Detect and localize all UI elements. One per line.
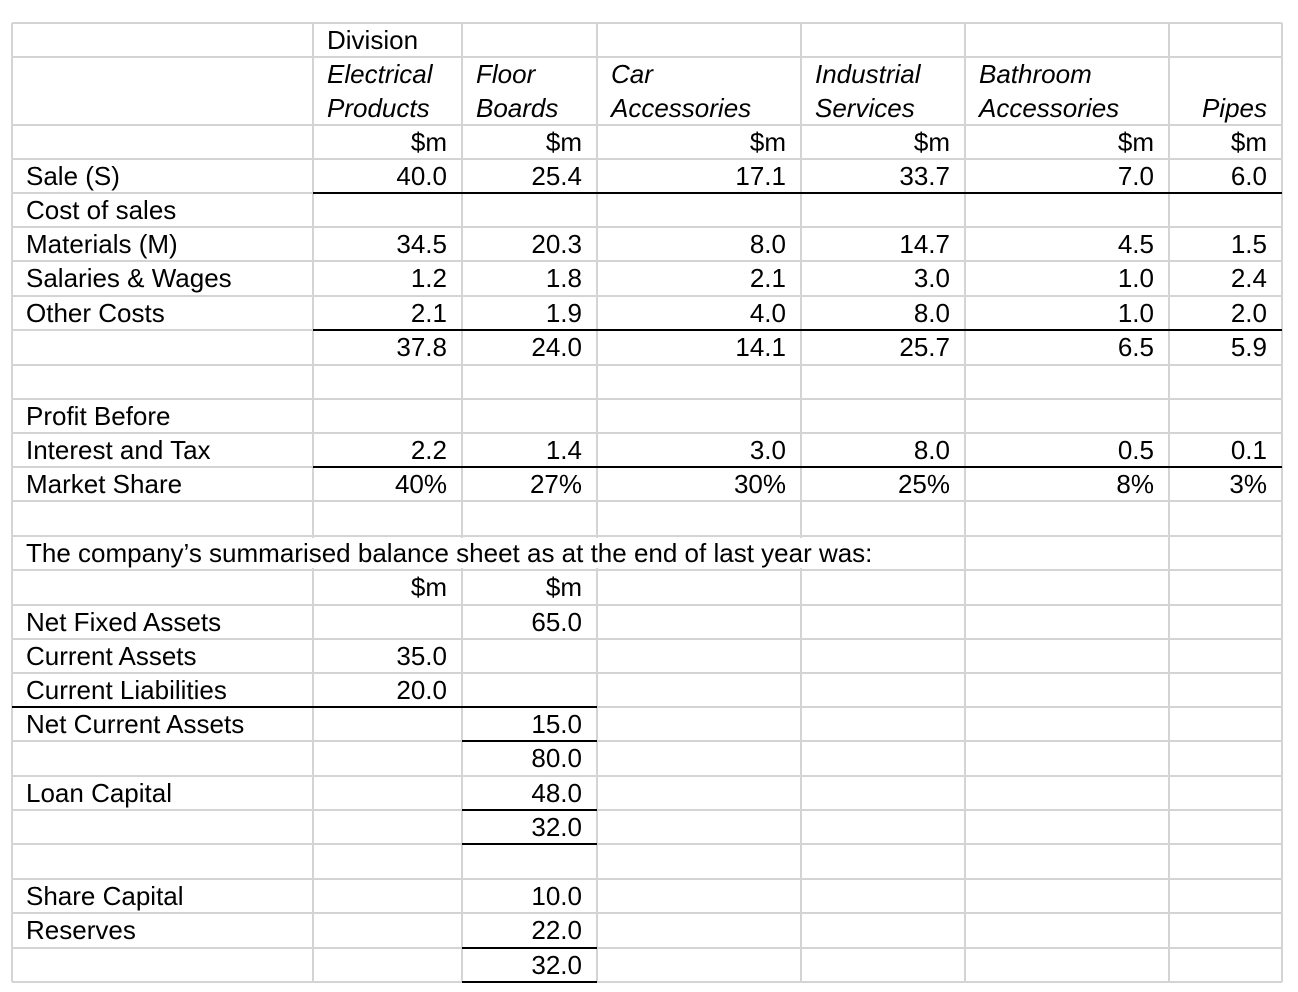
division-name-line2[interactable]: Boards <box>476 93 559 123</box>
pbit-value[interactable]: 0.1 <box>1230 435 1267 465</box>
unit-label[interactable]: $m <box>1230 127 1267 157</box>
row-label-other[interactable]: Other Costs <box>26 298 165 328</box>
value-subtotal[interactable]: 80.0 <box>531 743 582 773</box>
row-label-salaries[interactable]: Salaries & Wages <box>26 263 232 293</box>
total-costs-value[interactable]: 37.8 <box>396 332 447 362</box>
value-current-liabilities[interactable]: 20.0 <box>396 675 447 705</box>
label-net-fixed-assets[interactable]: Net Fixed Assets <box>26 607 222 637</box>
value-current-assets[interactable]: 35.0 <box>396 641 447 671</box>
division-name-line2[interactable]: Products <box>327 93 430 123</box>
materials-value[interactable]: 8.0 <box>749 229 786 259</box>
other-value[interactable]: 2.0 <box>1230 298 1267 328</box>
salaries-value[interactable]: 2.1 <box>749 263 786 293</box>
pbit-value[interactable]: 2.2 <box>410 435 447 465</box>
balance-sheet-intro[interactable]: The company’s summarised balance sheet as at the end of last year was: <box>26 538 873 568</box>
pbit-value[interactable]: 0.5 <box>1117 435 1154 465</box>
underline-above-subtotal <box>462 740 597 742</box>
underline-above-market-share <box>313 466 1282 468</box>
underline-above-net-total <box>462 809 597 811</box>
pbit-value[interactable]: 3.0 <box>749 435 786 465</box>
salaries-value[interactable]: 3.0 <box>913 263 950 293</box>
grid-hline-23 <box>12 843 1282 845</box>
materials-value[interactable]: 14.7 <box>899 229 950 259</box>
market-share-value[interactable]: 27% <box>529 469 582 499</box>
division-name-line2[interactable]: Accessories <box>979 93 1120 123</box>
grid-hline-9 <box>12 364 1282 366</box>
salaries-value[interactable]: 1.8 <box>545 263 582 293</box>
value-reserves[interactable]: 22.0 <box>531 915 582 945</box>
division-name-line1[interactable]: Car <box>611 59 653 89</box>
underline-below-equity-total <box>462 981 597 983</box>
materials-value[interactable]: 34.5 <box>396 229 447 259</box>
underline-under-units <box>313 192 1282 194</box>
total-costs-value[interactable]: 5.9 <box>1230 332 1267 362</box>
row-label-pbit[interactable]: Interest and Tax <box>26 435 211 465</box>
sales-value[interactable]: 17.1 <box>735 161 786 191</box>
underline-below-net-total <box>462 843 597 845</box>
other-value[interactable]: 2.1 <box>410 298 447 328</box>
label-reserves[interactable]: Reserves <box>26 915 136 945</box>
unit-label[interactable]: $m <box>913 127 950 157</box>
materials-value[interactable]: 1.5 <box>1230 229 1267 259</box>
row-label-market-share[interactable]: Market Share <box>26 469 183 499</box>
unit-label[interactable]: $m <box>749 127 786 157</box>
row-label-cost-of-sales[interactable]: Cost of sales <box>26 195 177 225</box>
balance-unit-1[interactable]: $m <box>410 572 447 602</box>
market-share-value[interactable]: 30% <box>733 469 786 499</box>
sales-value[interactable]: 7.0 <box>1117 161 1154 191</box>
market-share-value[interactable]: 25% <box>897 469 950 499</box>
division-name-line1[interactable]: Industrial <box>815 59 921 89</box>
sales-value[interactable]: 40.0 <box>396 161 447 191</box>
market-share-value[interactable]: 40% <box>394 469 447 499</box>
division-name-line1[interactable]: Bathroom <box>979 59 1092 89</box>
total-costs-value[interactable]: 6.5 <box>1117 332 1154 362</box>
grid-hline-0 <box>12 22 1282 24</box>
row-label-materials[interactable]: Materials (M) <box>26 229 178 259</box>
salaries-value[interactable]: 2.4 <box>1230 263 1267 293</box>
row-label-pbit-1[interactable]: Profit Before <box>26 401 171 431</box>
sales-value[interactable]: 25.4 <box>531 161 582 191</box>
total-costs-value[interactable]: 24.0 <box>531 332 582 362</box>
label-net-current-assets[interactable]: Net Current Assets <box>26 709 245 739</box>
label-share-capital[interactable]: Share Capital <box>26 881 184 911</box>
underline-below-current-liabilities <box>12 706 462 708</box>
division-name-line2[interactable]: Services <box>815 93 915 123</box>
label-current-liabilities[interactable]: Current Liabilities <box>26 675 227 705</box>
underline-above-net-current-assets <box>462 706 597 708</box>
division-name-line2[interactable]: Accessories <box>611 93 752 123</box>
materials-value[interactable]: 4.5 <box>1117 229 1154 259</box>
unit-label[interactable]: $m <box>410 127 447 157</box>
underline-above-equity-total <box>462 947 597 949</box>
total-costs-value[interactable]: 25.7 <box>899 332 950 362</box>
label-current-assets[interactable]: Current Assets <box>26 641 197 671</box>
value-net-total[interactable]: 32.0 <box>531 812 582 842</box>
pbit-value[interactable]: 8.0 <box>913 435 950 465</box>
grid-hline-27 <box>12 981 1282 983</box>
division-name-line2[interactable]: Pipes <box>1201 93 1267 123</box>
market-share-value[interactable]: 8% <box>1116 469 1154 499</box>
value-loan-capital[interactable]: 48.0 <box>531 778 582 808</box>
market-share-value[interactable]: 3% <box>1229 469 1267 499</box>
value-net-current-assets[interactable]: 15.0 <box>531 709 582 739</box>
division-name-line1[interactable]: Electrical <box>327 59 433 89</box>
grid-hline-26 <box>12 947 1282 949</box>
division-name-line1[interactable]: Floor <box>476 59 536 89</box>
sales-value[interactable]: 6.0 <box>1230 161 1267 191</box>
salaries-value[interactable]: 1.0 <box>1117 263 1154 293</box>
label-loan-capital[interactable]: Loan Capital <box>26 778 172 808</box>
other-value[interactable]: 1.9 <box>545 298 582 328</box>
total-costs-value[interactable]: 14.1 <box>735 332 786 362</box>
value-equity-total[interactable]: 32.0 <box>531 950 582 980</box>
unit-label[interactable]: $m <box>1117 127 1154 157</box>
unit-label[interactable]: $m <box>545 127 582 157</box>
value-share-capital[interactable]: 10.0 <box>531 881 582 911</box>
salaries-value[interactable]: 1.2 <box>410 263 447 293</box>
balance-unit-2[interactable]: $m <box>545 572 582 602</box>
underline-above-totals <box>313 329 1282 331</box>
other-value[interactable]: 4.0 <box>749 298 786 328</box>
value-net-fixed-assets[interactable]: 65.0 <box>531 607 582 637</box>
division-label[interactable]: Division <box>327 25 419 55</box>
other-value[interactable]: 8.0 <box>913 298 950 328</box>
materials-value[interactable]: 20.3 <box>531 229 582 259</box>
pbit-value[interactable]: 1.4 <box>545 435 582 465</box>
other-value[interactable]: 1.0 <box>1117 298 1154 328</box>
row-label-sales[interactable]: Sale (S) <box>26 161 120 191</box>
sales-value[interactable]: 33.7 <box>899 161 950 191</box>
